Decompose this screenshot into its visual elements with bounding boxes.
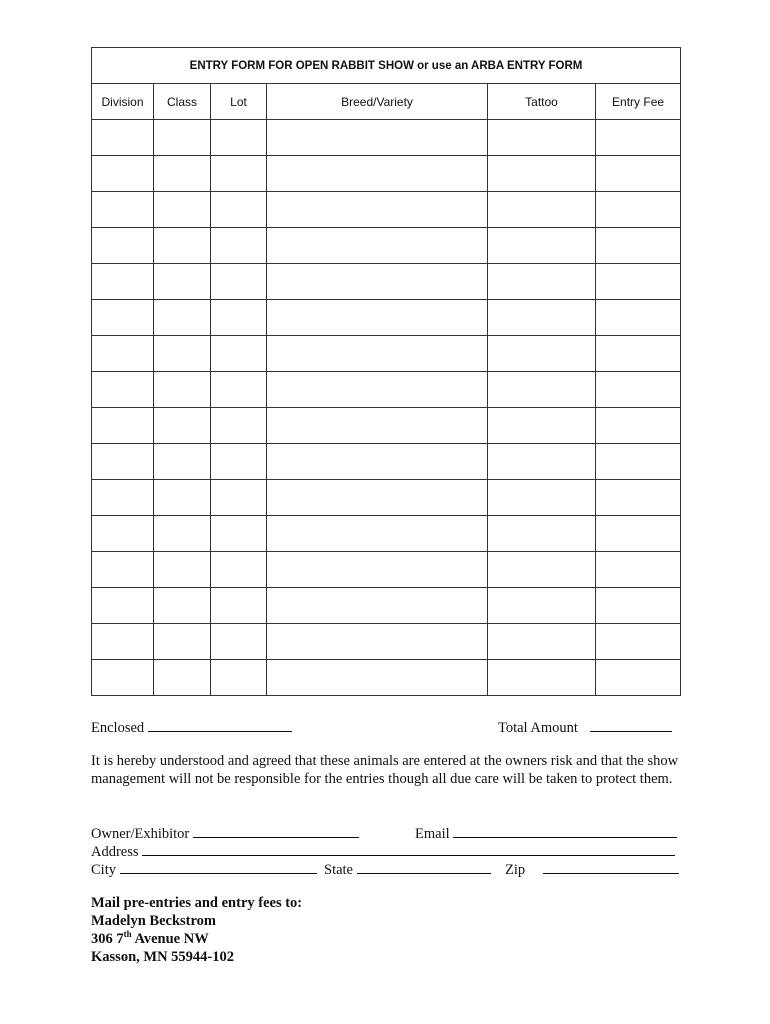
cell-lot[interactable]: [211, 624, 267, 660]
cell-class[interactable]: [154, 660, 211, 696]
table-row: [92, 372, 681, 408]
table-row: [92, 336, 681, 372]
cell-entry-fee[interactable]: [596, 228, 681, 264]
owner-label: Owner/Exhibitor: [91, 826, 190, 842]
cell-lot[interactable]: [211, 300, 267, 336]
cell-breed-variety[interactable]: [267, 660, 488, 696]
cell-entry-fee[interactable]: [596, 516, 681, 552]
cell-entry-fee[interactable]: [596, 624, 681, 660]
cell-breed-variety[interactable]: [267, 156, 488, 192]
table-row: [92, 228, 681, 264]
email-field: [415, 823, 677, 843]
enclosed-label: Enclosed: [91, 720, 145, 736]
cell-class[interactable]: [154, 624, 211, 660]
cell-breed-variety[interactable]: [267, 372, 488, 408]
cell-breed-variety[interactable]: [267, 264, 488, 300]
cell-tattoo[interactable]: [488, 408, 596, 444]
cell-tattoo[interactable]: [488, 264, 596, 300]
cell-lot[interactable]: [211, 156, 267, 192]
cell-breed-variety[interactable]: [267, 516, 488, 552]
cell-division[interactable]: [92, 120, 154, 156]
email-label: Email: [415, 826, 450, 842]
mail-heading: Mail pre-entries and entry fees to:: [91, 895, 303, 911]
form-title: ENTRY FORM FOR OPEN RABBIT SHOW or use an ARBA ENTRY FORM: [92, 48, 681, 84]
address-field: [91, 841, 675, 861]
address-line[interactable]: [142, 841, 675, 856]
cell-division[interactable]: [92, 156, 154, 192]
column-header-row: [92, 84, 681, 120]
cell-entry-fee[interactable]: [596, 660, 681, 696]
cell-lot[interactable]: [211, 228, 267, 264]
table-row: [92, 552, 681, 588]
city-line[interactable]: [120, 859, 317, 874]
cell-division[interactable]: [92, 516, 154, 552]
cell-breed-variety[interactable]: [267, 120, 488, 156]
mail-name: Madelyn Beckstrom: [91, 913, 216, 929]
cell-tattoo[interactable]: [488, 372, 596, 408]
cell-division[interactable]: [92, 660, 154, 696]
cell-lot[interactable]: [211, 588, 267, 624]
table-row: [92, 624, 681, 660]
cell-division[interactable]: [92, 408, 154, 444]
cell-class[interactable]: [154, 444, 211, 480]
cell-class[interactable]: [154, 228, 211, 264]
table-row: [92, 480, 681, 516]
cell-tattoo[interactable]: [488, 228, 596, 264]
table-row: [92, 156, 681, 192]
cell-breed-variety[interactable]: [267, 624, 488, 660]
cell-entry-fee[interactable]: [596, 552, 681, 588]
cell-entry-fee[interactable]: [596, 408, 681, 444]
cell-division[interactable]: [92, 372, 154, 408]
cell-tattoo[interactable]: [488, 516, 596, 552]
cell-breed-variety[interactable]: [267, 228, 488, 264]
cell-division[interactable]: [92, 552, 154, 588]
cell-division[interactable]: [92, 588, 154, 624]
table-row: [92, 444, 681, 480]
cell-lot[interactable]: [211, 372, 267, 408]
column-header-class: Class: [154, 84, 211, 120]
owner-field: [91, 823, 359, 843]
column-header-entry-fee: Entry Fee: [596, 84, 681, 120]
table-row: [92, 120, 681, 156]
total-amount-line[interactable]: [590, 717, 672, 732]
cell-lot[interactable]: [211, 516, 267, 552]
cell-lot[interactable]: [211, 480, 267, 516]
total-amount-field: [498, 717, 672, 737]
mail-street: [91, 930, 302, 948]
cell-breed-variety[interactable]: [267, 192, 488, 228]
cell-entry-fee[interactable]: [596, 480, 681, 516]
cell-class[interactable]: [154, 552, 211, 588]
cell-tattoo[interactable]: [488, 588, 596, 624]
column-header-lot: Lot: [211, 84, 267, 120]
cell-division[interactable]: [92, 480, 154, 516]
column-header-division: Division: [92, 84, 154, 120]
cell-class[interactable]: [154, 120, 211, 156]
cell-class[interactable]: [154, 408, 211, 444]
column-header-breed-variety: Breed/Variety: [267, 84, 488, 120]
cell-class[interactable]: [154, 156, 211, 192]
cell-lot[interactable]: [211, 552, 267, 588]
email-line[interactable]: [453, 823, 677, 838]
cell-class[interactable]: [154, 264, 211, 300]
state-label: State: [324, 862, 353, 878]
cell-lot[interactable]: [211, 444, 267, 480]
cell-breed-variety[interactable]: [267, 408, 488, 444]
cell-lot[interactable]: [211, 264, 267, 300]
cell-class[interactable]: [154, 336, 211, 372]
table-row: [92, 192, 681, 228]
entry-table: [91, 47, 681, 696]
zip-field: [505, 859, 679, 879]
cell-breed-variety[interactable]: [267, 480, 488, 516]
cell-entry-fee[interactable]: [596, 372, 681, 408]
total-amount-label: Total Amount: [498, 720, 578, 736]
cell-entry-fee[interactable]: [596, 192, 681, 228]
table-row: [92, 516, 681, 552]
cell-tattoo[interactable]: [488, 444, 596, 480]
cell-tattoo[interactable]: [488, 660, 596, 696]
cell-lot[interactable]: [211, 120, 267, 156]
cell-breed-variety[interactable]: [267, 444, 488, 480]
cell-class[interactable]: [154, 372, 211, 408]
cell-entry-fee[interactable]: [596, 156, 681, 192]
cell-division[interactable]: [92, 444, 154, 480]
cell-lot[interactable]: [211, 660, 267, 696]
cell-entry-fee[interactable]: [596, 336, 681, 372]
cell-class[interactable]: [154, 516, 211, 552]
cell-lot[interactable]: [211, 192, 267, 228]
cell-division[interactable]: [92, 624, 154, 660]
cell-class[interactable]: [154, 300, 211, 336]
cell-breed-variety[interactable]: [267, 552, 488, 588]
state-line[interactable]: [357, 859, 491, 874]
cell-entry-fee[interactable]: [596, 300, 681, 336]
cell-entry-fee[interactable]: [596, 120, 681, 156]
city-field: [91, 859, 317, 879]
cell-tattoo[interactable]: [488, 552, 596, 588]
cell-class[interactable]: [154, 588, 211, 624]
cell-division[interactable]: [92, 228, 154, 264]
entry-rows: [92, 120, 681, 696]
cell-division[interactable]: [92, 300, 154, 336]
mail-to-block: [91, 894, 302, 966]
cell-division[interactable]: [92, 336, 154, 372]
cell-entry-fee[interactable]: [596, 264, 681, 300]
address-label: Address: [91, 844, 139, 860]
cell-breed-variety[interactable]: [267, 300, 488, 336]
cell-tattoo[interactable]: [488, 192, 596, 228]
city-label: City: [91, 862, 116, 878]
cell-entry-fee[interactable]: [596, 588, 681, 624]
state-field: [324, 859, 491, 879]
table-row: [92, 588, 681, 624]
cell-lot[interactable]: [211, 408, 267, 444]
cell-lot[interactable]: [211, 336, 267, 372]
mail-street-rest: Avenue NW: [131, 931, 209, 947]
mail-city-line: Kasson, MN 55944-102: [91, 949, 234, 965]
cell-breed-variety[interactable]: [267, 336, 488, 372]
cell-division[interactable]: [92, 264, 154, 300]
table-row: [92, 264, 681, 300]
cell-tattoo[interactable]: [488, 624, 596, 660]
cell-entry-fee[interactable]: [596, 444, 681, 480]
zip-label: Zip: [505, 862, 526, 878]
column-header-tattoo: Tattoo: [488, 84, 596, 120]
cell-division[interactable]: [92, 192, 154, 228]
cell-tattoo[interactable]: [488, 300, 596, 336]
mail-street-number: 306 7: [91, 931, 124, 947]
cell-tattoo[interactable]: [488, 120, 596, 156]
table-row: [92, 300, 681, 336]
owner-line[interactable]: [193, 823, 359, 838]
zip-line[interactable]: [543, 859, 679, 874]
cell-class[interactable]: [154, 480, 211, 516]
table-row: [92, 408, 681, 444]
cell-class[interactable]: [154, 192, 211, 228]
mail-street-suffix: th: [123, 929, 132, 940]
cell-tattoo[interactable]: [488, 156, 596, 192]
cell-breed-variety[interactable]: [267, 588, 488, 624]
cell-tattoo[interactable]: [488, 336, 596, 372]
enclosed-line[interactable]: [148, 717, 292, 732]
disclaimer-text: It is hereby understood and agreed that these animals are entered at the owners risk and that the show management will not be responsible for the entries though all due care will be taken to protect them.: [91, 753, 679, 787]
table-row: [92, 660, 681, 696]
cell-tattoo[interactable]: [488, 480, 596, 516]
enclosed-field: [91, 717, 292, 737]
